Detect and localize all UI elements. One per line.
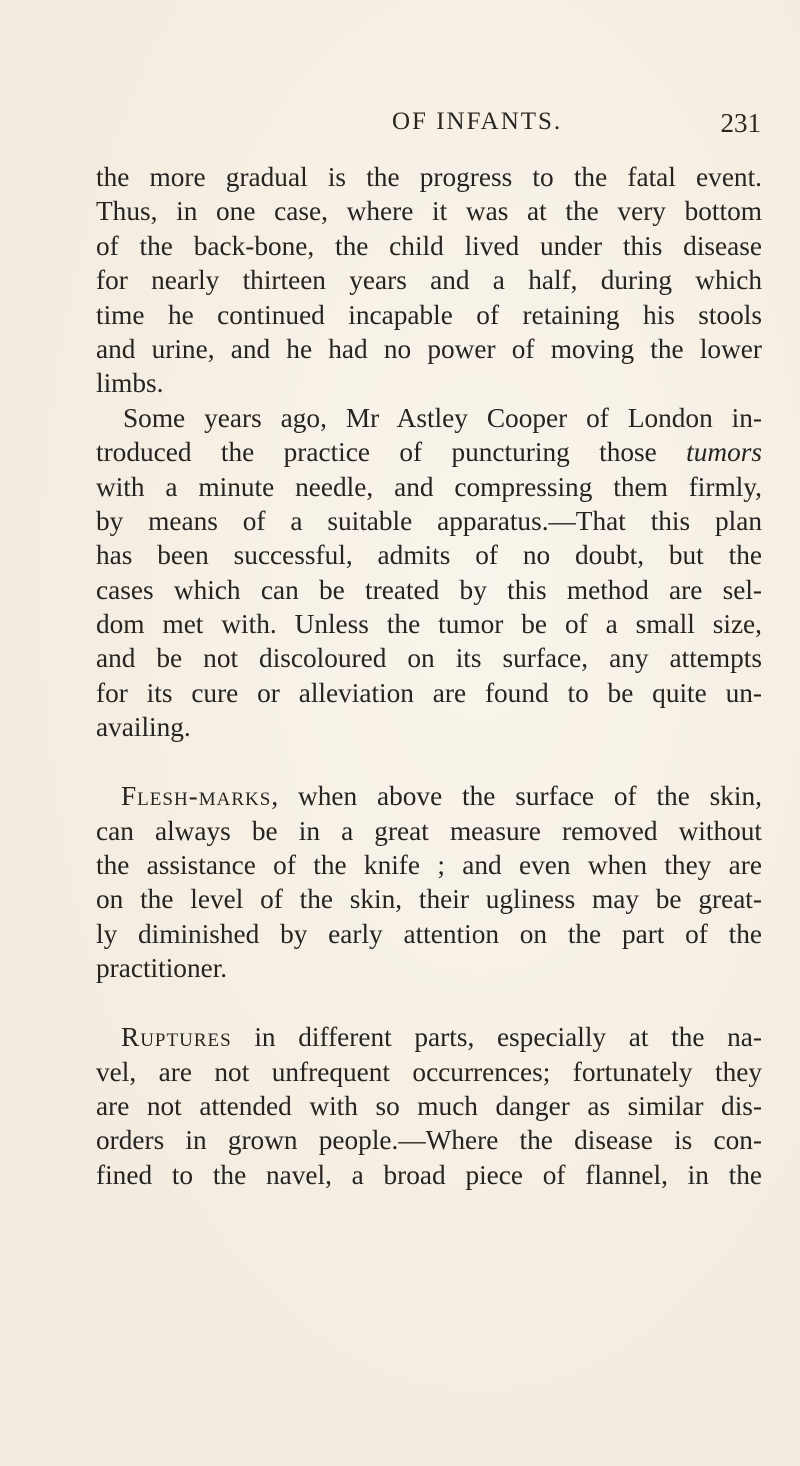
text-line: the more gradual is the progress to the fatal event. [96, 162, 762, 192]
text-line: and be not discoloured on its surface, any attempts [96, 643, 762, 674]
text-line-with-lead [96, 1020, 762, 1054]
text-line: Thus, in one case, where it was at the very bottom [96, 196, 762, 227]
paragraph-ruptures [96, 1020, 762, 1192]
text-line: Some years ago, Mr Astley Cooper of London in- [123, 402, 762, 433]
section-lead-flesh-marks: Flesh-marks [121, 781, 272, 812]
text-line: orders in grown people.—Where the disease is con- [96, 1125, 762, 1156]
text-line: availing. [96, 712, 191, 743]
text-line: practitioner. [96, 953, 228, 984]
text-line-with-emphasis [96, 435, 762, 469]
text-line: can always be in a great measure removed without [96, 815, 762, 846]
text-line: time he continued incapable of retaining his stools [96, 299, 762, 330]
text-line: ly diminished by early attention on the part of the [96, 918, 762, 949]
text-line-with-lead [96, 779, 762, 813]
paragraph-astley-cooper [96, 401, 762, 745]
text-line: with a minute needle, and compressing them firmly, [96, 471, 762, 502]
section-lead-ruptures: Ruptures [121, 1022, 232, 1053]
text-line: limbs. [96, 368, 164, 399]
text-fragment: in different parts, especially at the na- [231, 1022, 762, 1053]
text-line: on the level of the skin, their ugliness may be great- [96, 884, 762, 915]
page-header [0, 108, 800, 144]
paragraph-flesh-marks [96, 779, 762, 985]
text-line: cases which can be treated by this method are sel- [96, 574, 762, 605]
text-line: for its cure or alleviation are found to be quite un- [96, 677, 762, 708]
page-number: 231 [720, 108, 761, 138]
text-line: of the back-bone, the child lived under this disease [96, 230, 762, 261]
running-head: OF INFANTS. [392, 108, 563, 135]
text-line: by means of a suitable apparatus.—That this plan [96, 505, 762, 536]
text-line: has been successful, admits of no doubt, but the [96, 540, 762, 571]
text-line: dom met with. Unless the tumor be of a small size, [96, 609, 762, 640]
paragraph-gap [96, 986, 762, 1021]
paragraph-continuation [96, 160, 762, 401]
text-line: and urine, and he had no power of moving the lower [96, 333, 762, 364]
text-fragment: , when above the surface of the skin, [271, 781, 762, 812]
text-line: vel, are not unfrequent occurrences; fortunately they [96, 1056, 762, 1087]
text-fragment: troduced the practice of puncturing those [96, 437, 687, 468]
emphasis-tumors: tumors [686, 437, 762, 468]
text-line: the assistance of the knife ; and even when they are [96, 850, 762, 881]
body-text [96, 160, 762, 1192]
text-line: fined to the navel, a broad piece of flannel, in the [96, 1159, 762, 1190]
text-line: for nearly thirteen years and a half, during which [96, 265, 762, 296]
paragraph-gap [96, 745, 762, 780]
text-line: are not attended with so much danger as similar dis- [96, 1090, 762, 1121]
